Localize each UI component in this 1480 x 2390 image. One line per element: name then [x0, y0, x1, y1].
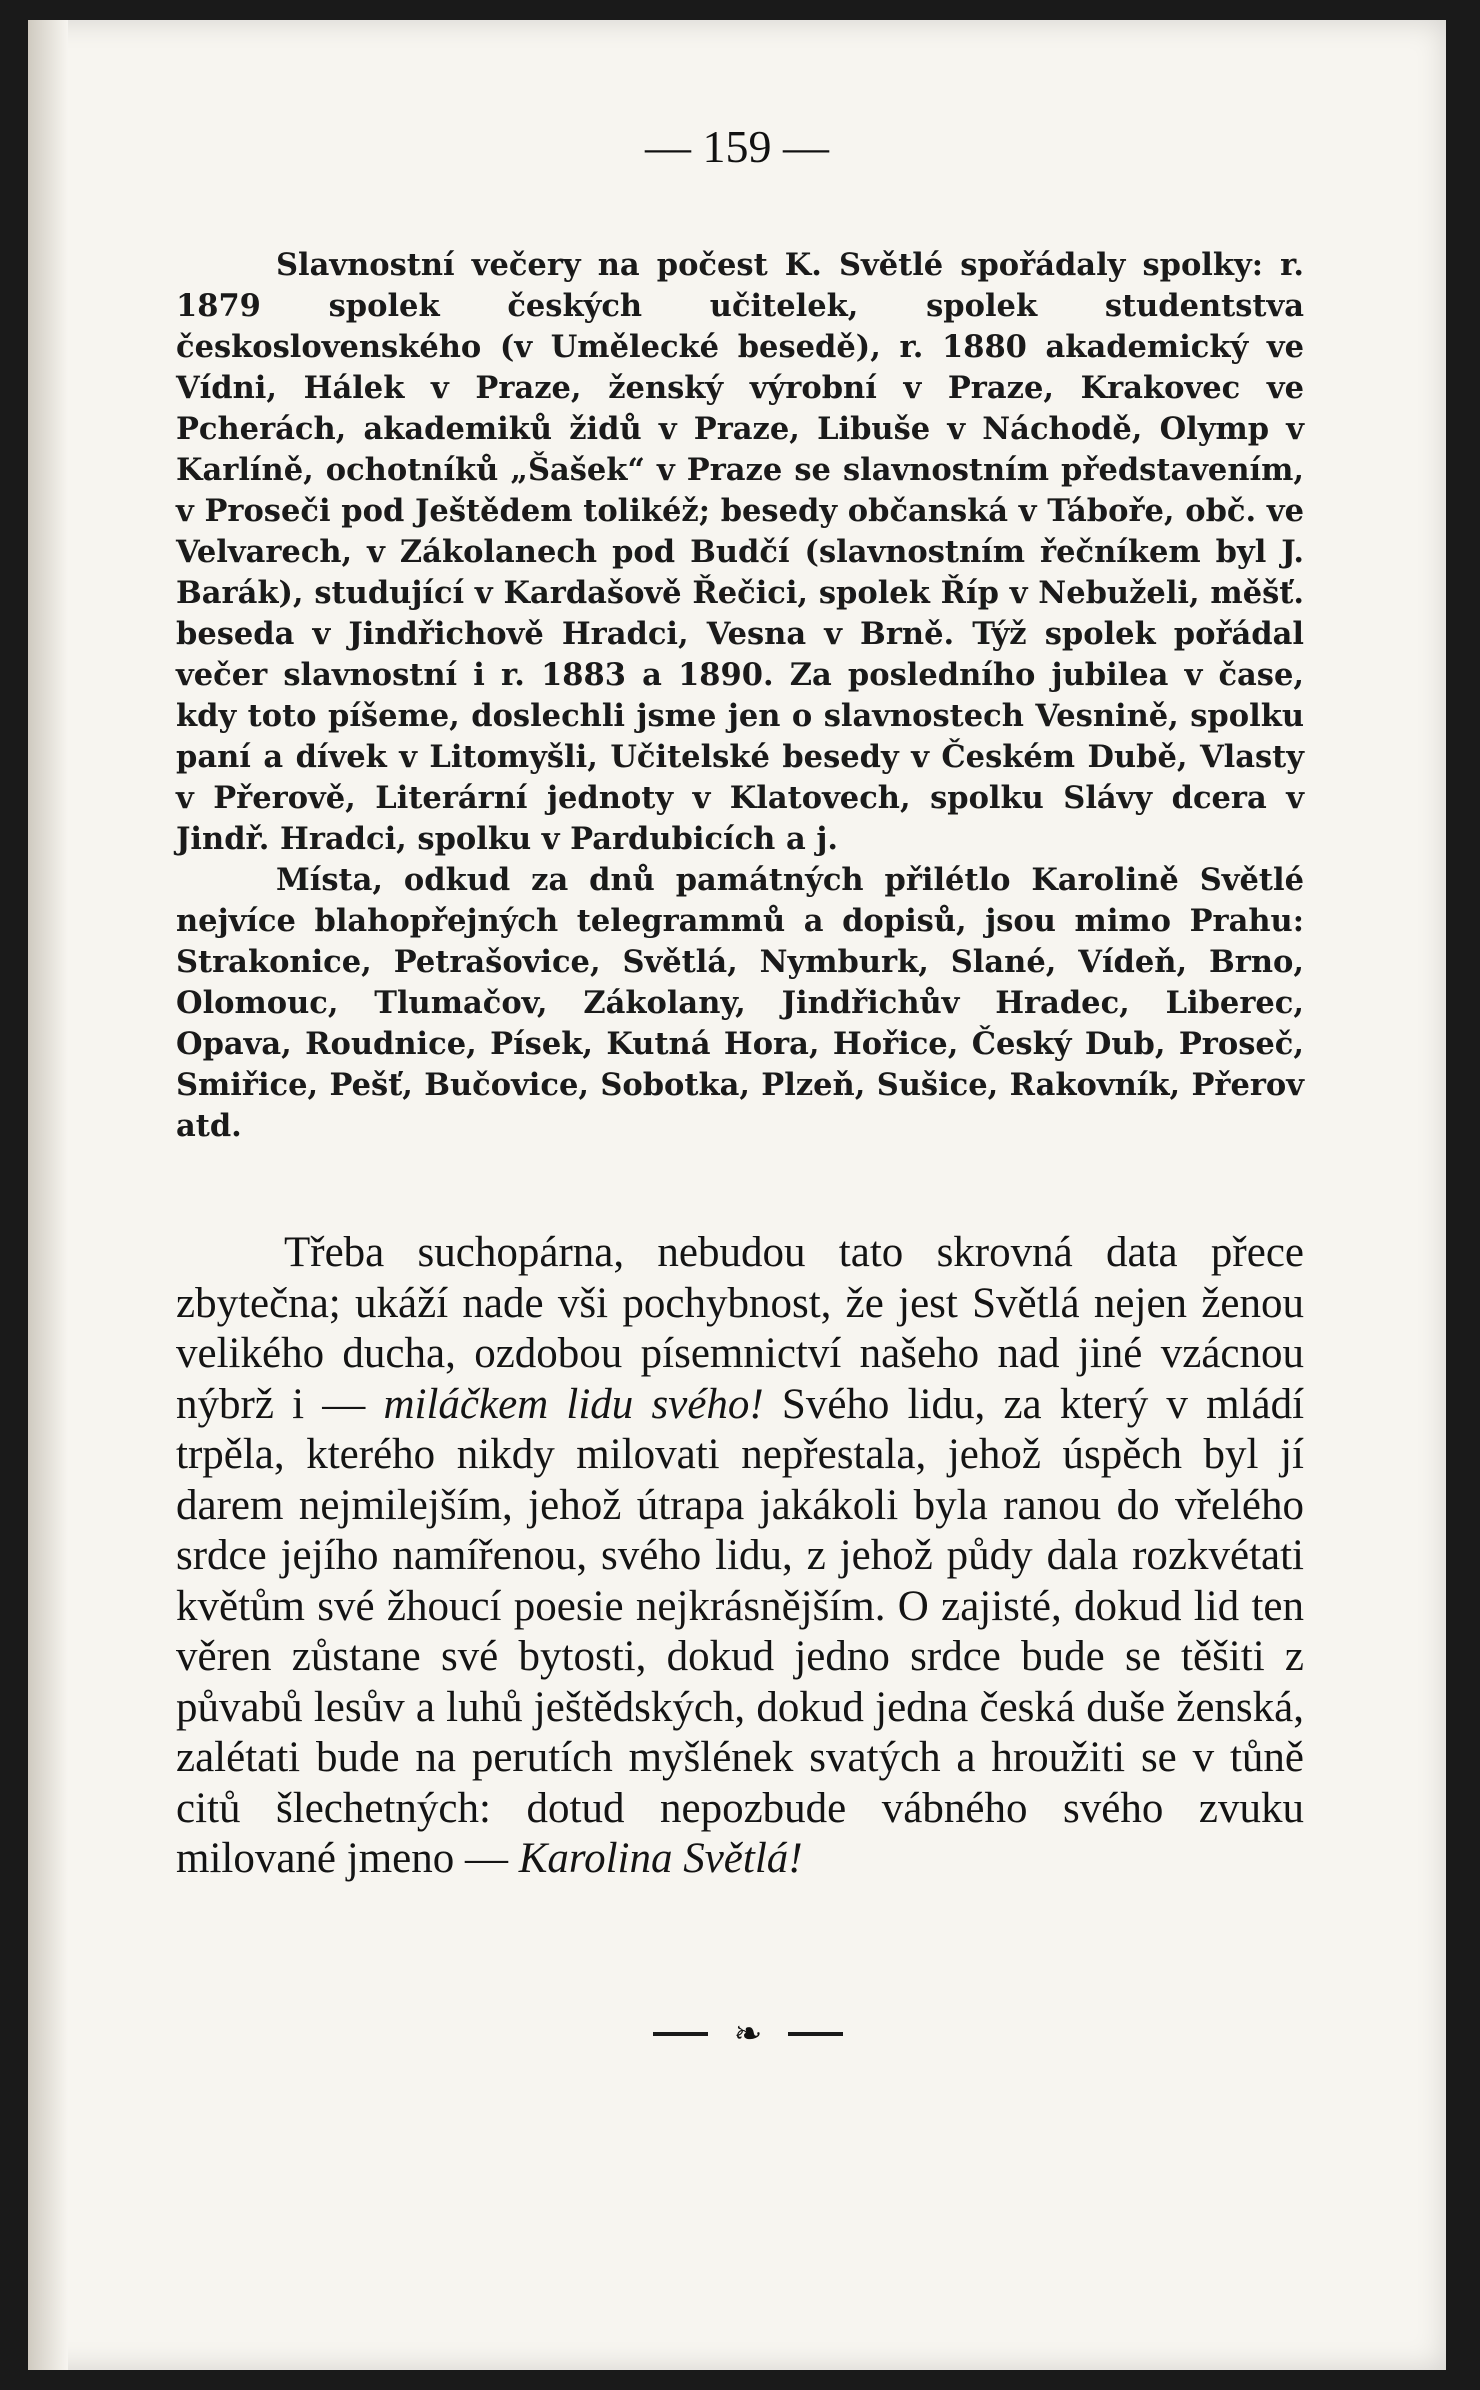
tribute-italic-2: Karolina Světlá! [518, 1835, 803, 1882]
tribute-text-1: Třeba suchopárna, nebudou tato skrovná data přece zbytečna; ukáží nade vši pochybnost, že jest Světlá nejen ženou velikého ducha, ozdobou písemnictví našeho nad jiné vzácnou nýbrž i — [176, 1229, 1304, 1428]
small-print-notes [176, 245, 1304, 1147]
main-text [176, 1228, 1304, 1885]
paragraph-places: Místa, odkud za dnů památných přilétlo Karolině Světlé nejvíce blahopřejných telegrammů a dopisů, jsou mimo Prahu: Strakonice, Petrašovice, Světlá, Nymburk, Slané, Vídeň, Brno, Olomouc, Tlumačov, Zákolany, Jindřichův Hradec, Liberec, Opava, Roudnice, Písek, Kutná Hora, Hořice, Český Dub, Proseč, Smiřice, Pešť, Bučovice, Sobotka, Plzeň, Sušice, Rakovník, Přerov atd. [176, 862, 1304, 1144]
page-number: — 159 — [645, 121, 829, 172]
tribute-text-2: Svého lidu, za který v mládí trpěla, kterého nikdy milovati nepřestala, jehož úspěch byl jí darem nejmilejším, jehož útrapa jakákoli byla ranou do vřelého srdce jejího namířenou, svého lidu, z jehož půdy dala rozkvétati květům své žhoucí poesie nejkrásnějším. O zajisté, dokud lid ten věren zůstane své bytosti, dokud jedno srdce bude se těšiti z půvabů lesův a luhů ještědských, dokud jedna česká duše ženská, zalétati bude na perutích myšlének svatých a hroužiti se v tůně citů šlechetných: dotud nepozbude vábného svého zvuku milované jmeno — [176, 1380, 1305, 1882]
book-page [28, 20, 1446, 2370]
paragraph-tribute [176, 1228, 1304, 1885]
binding-shadow [28, 20, 68, 2370]
fleuron-icon: ❧ [708, 2014, 788, 2054]
paragraph-celebrations: Slavnostní večery na počest K. Světlé spořádaly spolky: r. 1879 spolek českých učitelek, spolek studentstva československého (v Umělecké besedě), r. 1880 akademický ve Vídni, Hálek v Praze, ženský výrobní v Praze, Krakovec ve Pcherách, akademiků židů v Praze, Libuše v Náchodě, Olymp v Karlíně, ochotníků „Šašek“ v Praze se slavnostním představením, v Proseči pod Ještědem tolikéž; besedy občanská v Táboře, obč. ve Velvarech, v Zákolanech pod Budčí (slavnostním řečníkem byl J. Barák), studující v Kardašově Řečici, spolek Říp v Nebuželi, měšť. beseda v Jindřichově Hradci, Vesna v Brně. Týž spolek pořádal večer slavnostní i r. 1883 a 1890. Za posledního jubilea v čase, kdy toto píšeme, doslechli jsme jen o slavnostech Vesnině, spolku paní a dívek v Litomyšli, Učitelské besedy v Českém Dubě, Vlasty v Přerově, Literární jednoty v Klatovech, spolku Slávy dcera v Jindř. Hradci, spolku v Pardubicích a j. [176, 247, 1304, 857]
tribute-italic-1: miláčkem lidu svého! [383, 1380, 764, 1428]
